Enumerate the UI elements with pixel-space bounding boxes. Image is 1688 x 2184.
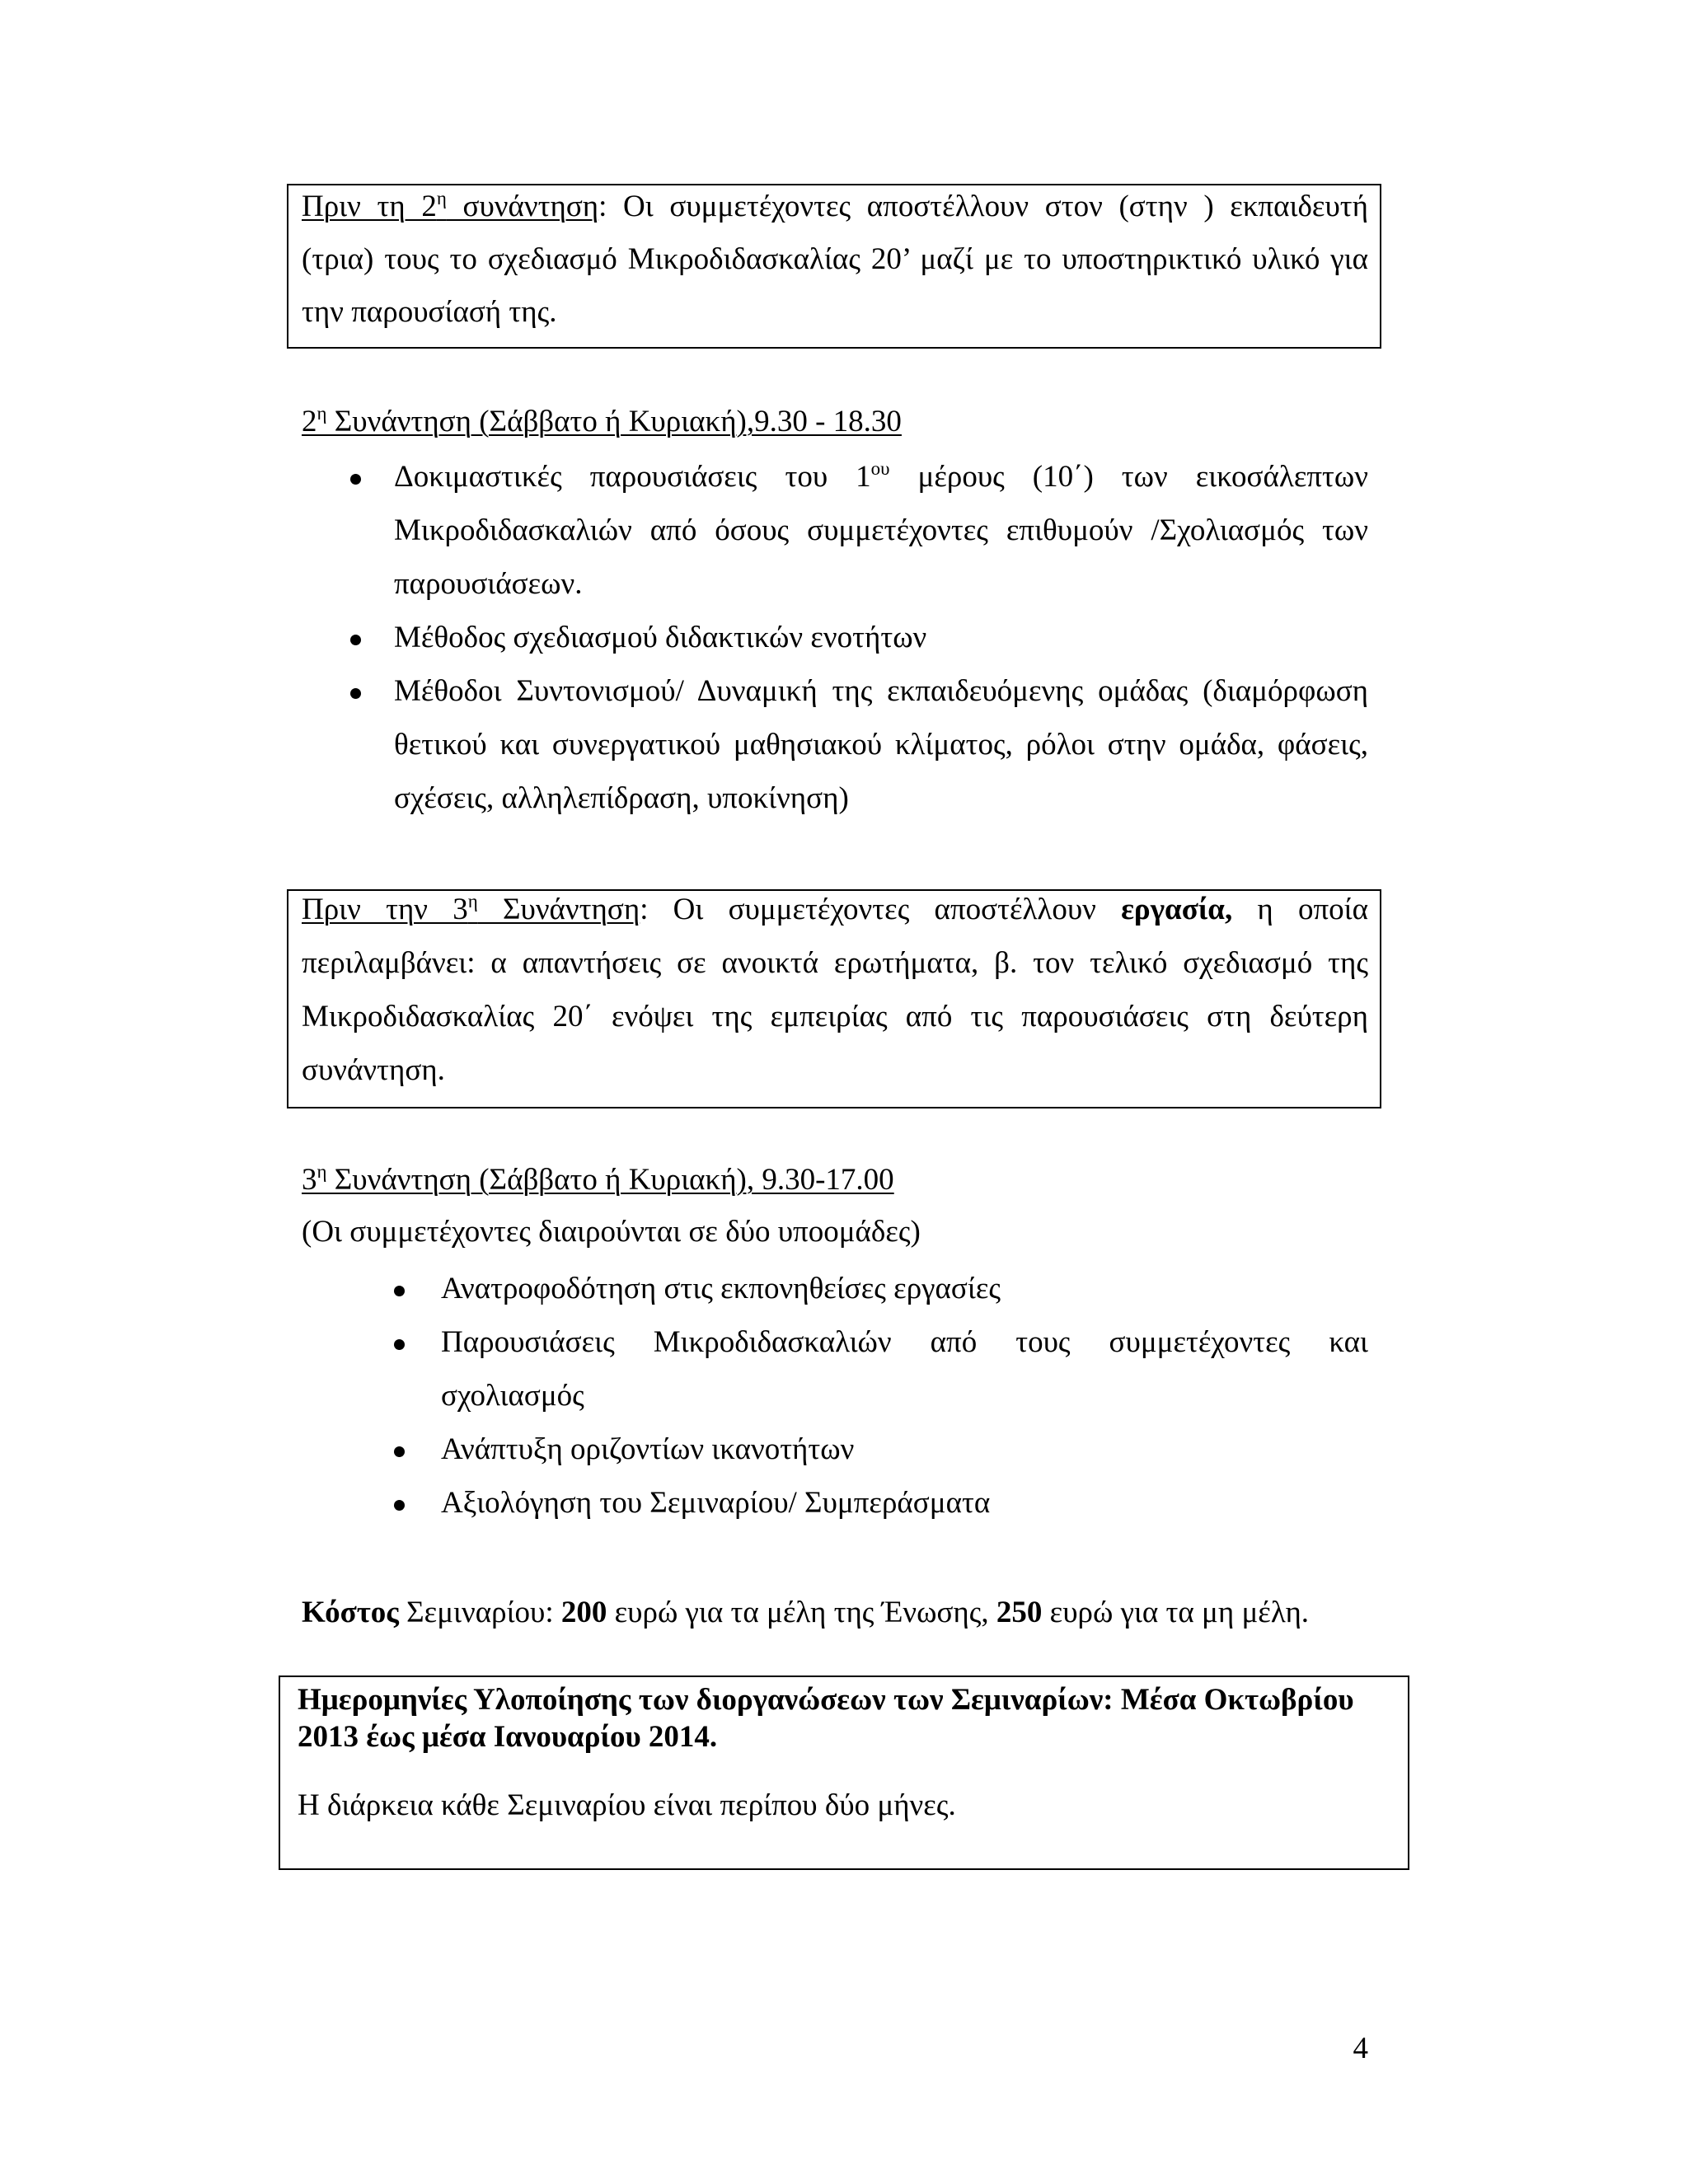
meeting-3-heading [302, 1153, 894, 1207]
meeting-2-topics-list [394, 450, 1368, 825]
pre-meeting-2-notice-box [287, 184, 1381, 349]
bullet-marker [350, 474, 361, 485]
list-item-line: Μέθοδοι Συντονισμού/ Δυναμική της εκπαιδευόμενης ομάδας (διαμόρφωση [394, 674, 1368, 708]
meeting-3-ordinal: η [316, 1161, 327, 1182]
implementation-dates-text [298, 1681, 1354, 1755]
list-item-text: Δοκιμαστικές παρουσιάσεις του 1 [394, 460, 871, 494]
dates-line [298, 1718, 1354, 1755]
list-item-line: Μέθοδος σχεδιασμού διδακτικών ενοτήτων [394, 621, 927, 654]
notice-label-end: συνάντηση [446, 190, 599, 223]
list-item [394, 450, 1368, 611]
dates-text: 2013 έως μέσα Ιανουαρίου 2014. [298, 1720, 718, 1754]
notice-line: περιλαμβάνει: α απαντήσεις σε ανοικτά ερωτήματα, β. τον τελικό σχεδιασμό της [302, 946, 1368, 980]
meeting-3-topics-list [441, 1262, 1368, 1530]
notice-line: συνάντηση. [302, 1053, 445, 1087]
implementation-dates-box [279, 1675, 1409, 1870]
dates-line [298, 1681, 1354, 1718]
seminar-cost [302, 1586, 1309, 1639]
cost-text: ευρώ για τα μη μέλη. [1042, 1596, 1310, 1629]
list-item [394, 611, 1368, 664]
meeting-2-ordinal: η [316, 403, 327, 424]
notice-label-end: Συνάντηση [477, 893, 640, 926]
meeting-2-number: 2 [302, 405, 317, 438]
meeting-2-title: Συνάντηση (Σάββατο ή Κυριακή),9.30 - 18.30 [326, 405, 902, 438]
list-item [441, 1422, 1368, 1476]
notice-label-start: Πριν τη 2 [302, 190, 437, 223]
meeting-3-number: 3 [302, 1163, 317, 1197]
bullet-marker [394, 1339, 405, 1350]
list-item [441, 1262, 1368, 1315]
list-item-line: παρουσιάσεων. [394, 567, 583, 601]
cost-label: Κόστος [302, 1596, 399, 1629]
list-item-line: σχέσεις, αλληλεπίδραση, υποκίνηση) [394, 781, 849, 815]
notice-emphasis: εργασία, [1121, 893, 1233, 926]
notice-label [302, 190, 598, 223]
notice-label-start: Πριν την 3 [302, 893, 468, 926]
list-item [441, 1315, 1368, 1422]
list-item-ordinal: ου [870, 458, 890, 479]
list-item-line: Ανάπτυξη οριζοντίων ικανοτήτων [441, 1432, 855, 1466]
bullet-marker [350, 688, 361, 699]
list-item-line: Ανατροφοδότηση στις εκπονηθείσες εργασίες [441, 1272, 1001, 1305]
members-price: 200 [560, 1596, 607, 1629]
bullet-marker [394, 1286, 405, 1296]
list-item-line: θετικού και συνεργατικού μαθησιακού κλίματος, ρόλοι στην ομάδα, φάσεις, [394, 728, 1368, 762]
seminar-duration: Η διάρκεια κάθε Σεμιναρίου είναι περίπου δύο μήνες. [298, 1788, 956, 1822]
list-item [394, 664, 1368, 825]
list-item-text: μέρους (10΄) των εικοσάλεπτων [889, 460, 1368, 494]
dates-text: Ημερομηνίες Υλοποίησης των διοργανώσεων των Σεμιναρίων: Μέσα Οκτωβρίου [298, 1683, 1354, 1717]
notice-line: (τρια) τους το σχεδιασμό Μικροδιδασκαλίας 20’ μαζί με το υποστηρικτικό υλικό για [302, 242, 1368, 276]
list-item-line: Μικροδιδασκαλιών από όσους συμμετέχοντες επιθυμούν /Σχολιασμός των [394, 513, 1368, 547]
notice-label-ordinal: η [467, 891, 478, 912]
notice-line: Μικροδιδασκαλίας 20΄ ενόψει της εμπειρίας από τις παρουσιάσεις στη δεύτερη [302, 1000, 1368, 1033]
pre-meeting-2-notice-text [302, 180, 1368, 339]
pre-meeting-3-notice-box [287, 889, 1381, 1108]
meeting-2-heading-text [302, 405, 902, 438]
notice-text: η οποία [1232, 893, 1368, 926]
notice-line [302, 180, 1368, 233]
meeting-2-heading [302, 395, 902, 448]
notice-line: την παρουσίασή της. [302, 295, 557, 329]
notice-label-ordinal: η [436, 188, 447, 209]
notice-label [302, 893, 640, 926]
bullet-marker [394, 1446, 405, 1457]
meeting-3-note: (Οι συμμετέχοντες διαιρούνται σε δύο υποομάδες) [302, 1215, 921, 1249]
cost-text: Σεμιναρίου: [398, 1596, 561, 1629]
list-item-line [394, 450, 1368, 504]
notice-line [302, 883, 1368, 936]
list-item-line: Αξιολόγηση του Σεμιναρίου/ Συμπεράσματα [441, 1486, 991, 1520]
bullet-marker [350, 635, 361, 645]
pre-meeting-3-notice-text [302, 883, 1368, 1097]
cost-text: ευρώ για τα μέλη της Ένωσης, [607, 1596, 996, 1629]
list-item-line: Παρουσιάσεις Μικροδιδασκαλιών από τους συμμετέχοντες και [441, 1325, 1368, 1359]
notice-text: : Οι συμμετέχοντες αποστέλλουν [640, 893, 1122, 926]
list-item-line: σχολιασμός [441, 1379, 584, 1413]
non-members-price: 250 [996, 1596, 1043, 1629]
page-number: 4 [1353, 2032, 1368, 2065]
bullet-marker [394, 1500, 405, 1511]
list-item [441, 1476, 1368, 1530]
meeting-3-title: Συνάντηση (Σάββατο ή Κυριακή), 9.30-17.00 [326, 1163, 894, 1197]
meeting-3-heading-text [302, 1163, 894, 1197]
notice-text: : Οι συμμετέχοντες αποστέλλουν στον (στην ) εκπαιδευτή [598, 190, 1368, 223]
